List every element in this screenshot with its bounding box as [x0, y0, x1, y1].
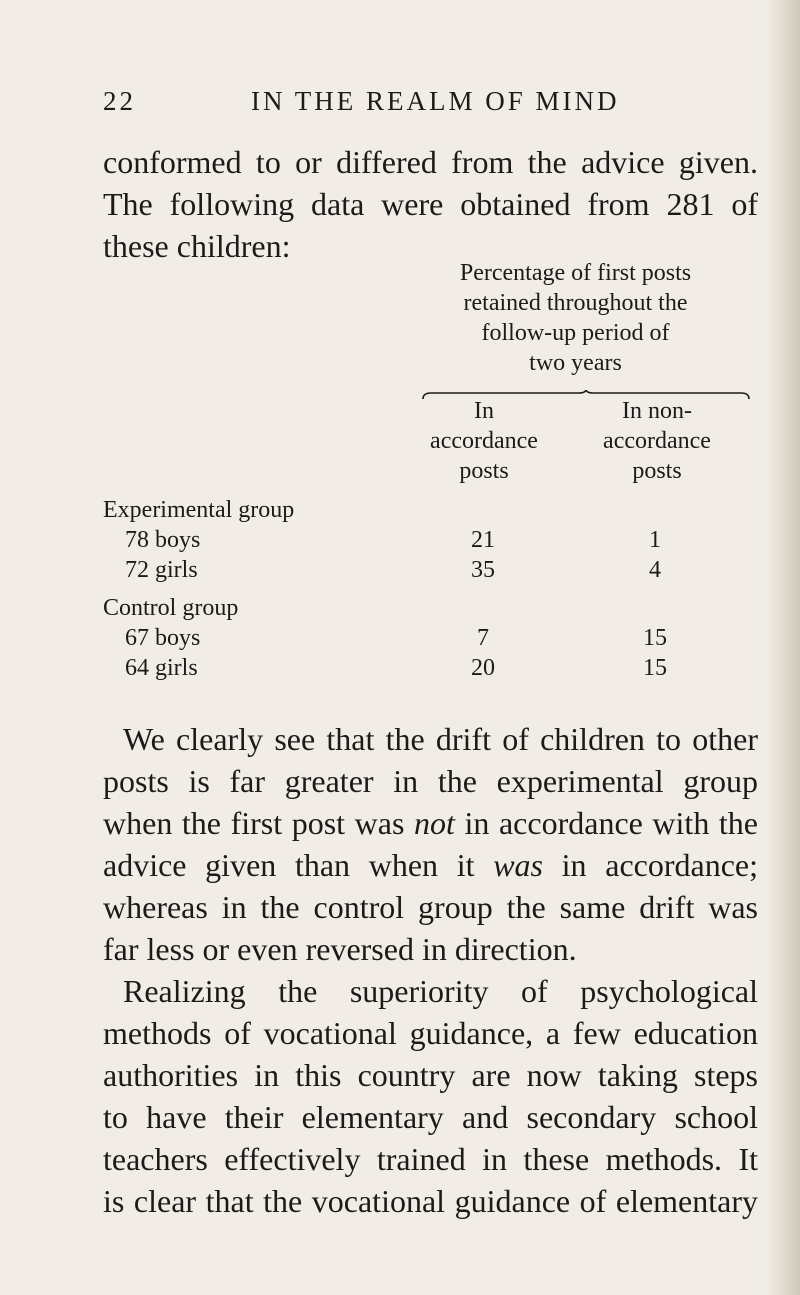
row-label: 64 girls [125, 655, 198, 681]
text-run: in accordance with the [454, 805, 759, 841]
text-line: far less or even reversed in direction. [103, 931, 577, 967]
emphasis-not: not [414, 805, 455, 841]
table-caption [408, 258, 743, 378]
caption-line: Percentage of first posts [459, 260, 692, 286]
text-line [103, 844, 758, 886]
header-line: In non- [622, 398, 692, 424]
text-line: is clear that the vocational guidance of elementary [103, 1183, 758, 1219]
header-line: accordance [430, 428, 538, 454]
page-number: 22 [103, 86, 136, 116]
cell-accordance: 21 [471, 527, 495, 553]
column-header-accordance [399, 396, 569, 486]
cell-non-accordance: 15 [643, 655, 667, 681]
row-label: 67 boys [125, 625, 201, 651]
text-run: in accordance; [542, 847, 759, 883]
text-line: methods of vocational guidance, a few education [103, 1015, 758, 1051]
text-run: advice given than when it [103, 847, 494, 883]
text-line: The following data were obtained from 281 of [103, 186, 758, 222]
row-label: 72 girls [125, 557, 198, 583]
text-line: these children: [103, 228, 291, 264]
cell-non-accordance: 4 [649, 557, 661, 583]
text-line: Realizing the superiority of psychological [123, 973, 758, 1009]
group-label-control: Control group [103, 595, 239, 621]
conclusion-paragraph [103, 970, 758, 1222]
caption-line: follow-up period of [481, 320, 670, 346]
text-run: when the first post was [103, 805, 415, 841]
page-edge-shadow [766, 0, 800, 1295]
text-line: posts is far greater in the experimental group [103, 763, 758, 799]
running-title: IN THE REALM OF MIND [251, 86, 620, 116]
intro-paragraph [103, 141, 758, 267]
text-line [103, 802, 758, 844]
group-label-experimental: Experimental group [103, 497, 295, 523]
cell-accordance: 20 [471, 655, 495, 681]
text-line: teachers effectively trained in these methods. It [103, 1141, 758, 1177]
text-line: to have their elementary and secondary school [103, 1099, 758, 1135]
cell-non-accordance: 15 [643, 625, 667, 651]
row-label: 78 boys [125, 527, 201, 553]
caption-line: retained throughout the [463, 290, 688, 316]
header-line: posts [632, 458, 682, 484]
text-line: conformed to or differed from the advice given. [103, 144, 758, 180]
cell-non-accordance: 1 [649, 527, 661, 553]
text-line: authorities in this country are now taking steps [103, 1057, 758, 1093]
header-line: accordance [603, 428, 711, 454]
header-line: posts [459, 458, 509, 484]
emphasis-was: was [493, 847, 543, 883]
text-line: whereas in the control group the same drift was [103, 889, 758, 925]
header-line: In [474, 398, 494, 424]
column-header-non-accordance [572, 396, 742, 486]
cell-accordance: 7 [477, 625, 489, 651]
analysis-paragraph [103, 718, 758, 970]
cell-accordance: 35 [471, 557, 495, 583]
text-line: We clearly see that the drift of children to other [123, 721, 758, 757]
caption-line: two years [529, 350, 622, 376]
